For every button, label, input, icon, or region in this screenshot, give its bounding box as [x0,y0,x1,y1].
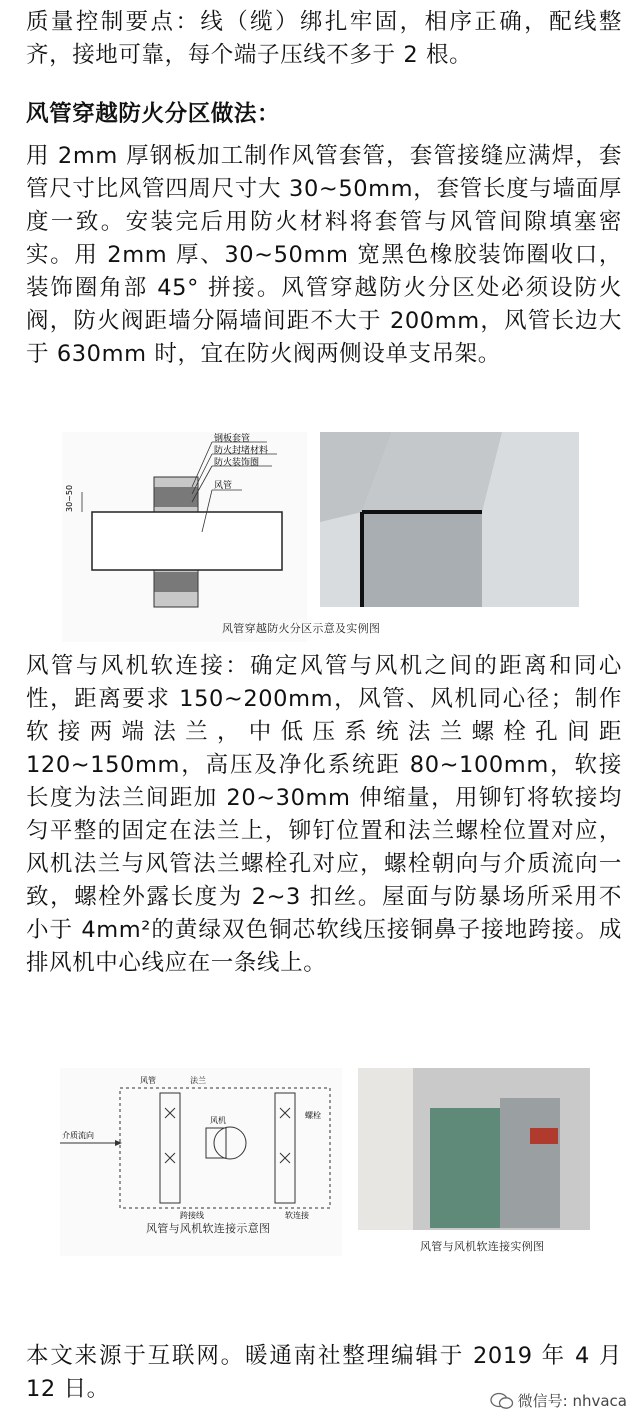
duct-section [92,512,282,570]
label-decor-ring: 防火装饰圈 [214,458,260,468]
figure-soft-connection-caption-left: 风管与风机软连接示意图 [146,1222,271,1235]
wechat-watermark [490,1390,627,1411]
figure-soft-connection [60,1068,590,1256]
soft-connection-paragraph: 风管与风机软连接：确定风管与风机之间的距离和同心性，距离要求 150~200mm，风管、风机同心径；制作软接两端法兰，中低压系统法兰螺栓孔间距 120~150mm，高压及净化系统距 80~100mm，软接长度为法兰间距加 20~30mm 伸缩量，用铆钉将软接均匀平整的固定在法兰上，铆钉位置和法兰螺栓位置对应，风机法兰与风管法兰螺栓孔对应，螺栓朝向与介质流向一致，螺栓外露长度为 2~3 扣丝。屋面与防暴场所采用不小于 4mm²的黄绿双色铜芯软线压接铜鼻子接地跨接。成排风机中心线应在一条线上。 [26,653,622,976]
label-flange: 法兰 [190,1076,206,1085]
label-steel-sleeve: 钢板套管 [214,434,251,444]
label-duct-2: 风管 [140,1076,156,1085]
wechat-icon [490,1392,514,1410]
label-flow: 介质流向 [62,1131,94,1140]
figure-fire-zone [62,432,579,642]
source-paragraph: 本文来源于互联网。暖通南社整理编辑于 2019 年 4 月 12 日。 [26,1343,622,1402]
label-fan: 风机 [210,1116,226,1125]
soft-connection-diagram [60,1068,590,1256]
label-soft: 软连接 [285,1211,309,1220]
watermark-text: 微信号: nhvaca [517,1392,627,1410]
section-heading-fire-zone: 风管穿越防火分区做法： [26,101,281,127]
label-bolt: 螺栓 [305,1111,321,1120]
fire-zone-diagram [62,432,579,642]
quality-control-paragraph: 质量控制要点：线（缆）绑扎牢固，相序正确，配线整齐，接地可靠，每个端子压线不多于 2 根。 [26,9,622,68]
label-fire-sealing: 防火封堵材料 [214,446,269,456]
figure-fire-zone-caption: 风管穿越防火分区示意及实例图 [222,622,381,635]
figure-soft-connection-caption-right: 风管与风机软连接实例图 [420,1240,545,1253]
label-jumper: 跨接线 [180,1211,204,1220]
label-dimension: 30~50 [65,484,74,512]
label-duct: 风管 [214,481,233,491]
fire-zone-paragraph: 用 2mm 厚钢板加工制作风管套管，套管接缝应满焊，套管尺寸比风管四周尺寸大 30~50mm，套管长度与墙面厚度一致。安装完后用防火材料将套管与风管间隙填塞密实。用 2mm 厚、30~50mm 宽黑色橡胶装饰圈收口，装饰圈角部 45° 拼接。风管穿越防火分区处必须设防火阀，防火阀距墙分隔墙间距不大于 200mm，风管长边大于 630mm 时，宜在防火阀两侧设单支吊架。 [26,143,622,367]
